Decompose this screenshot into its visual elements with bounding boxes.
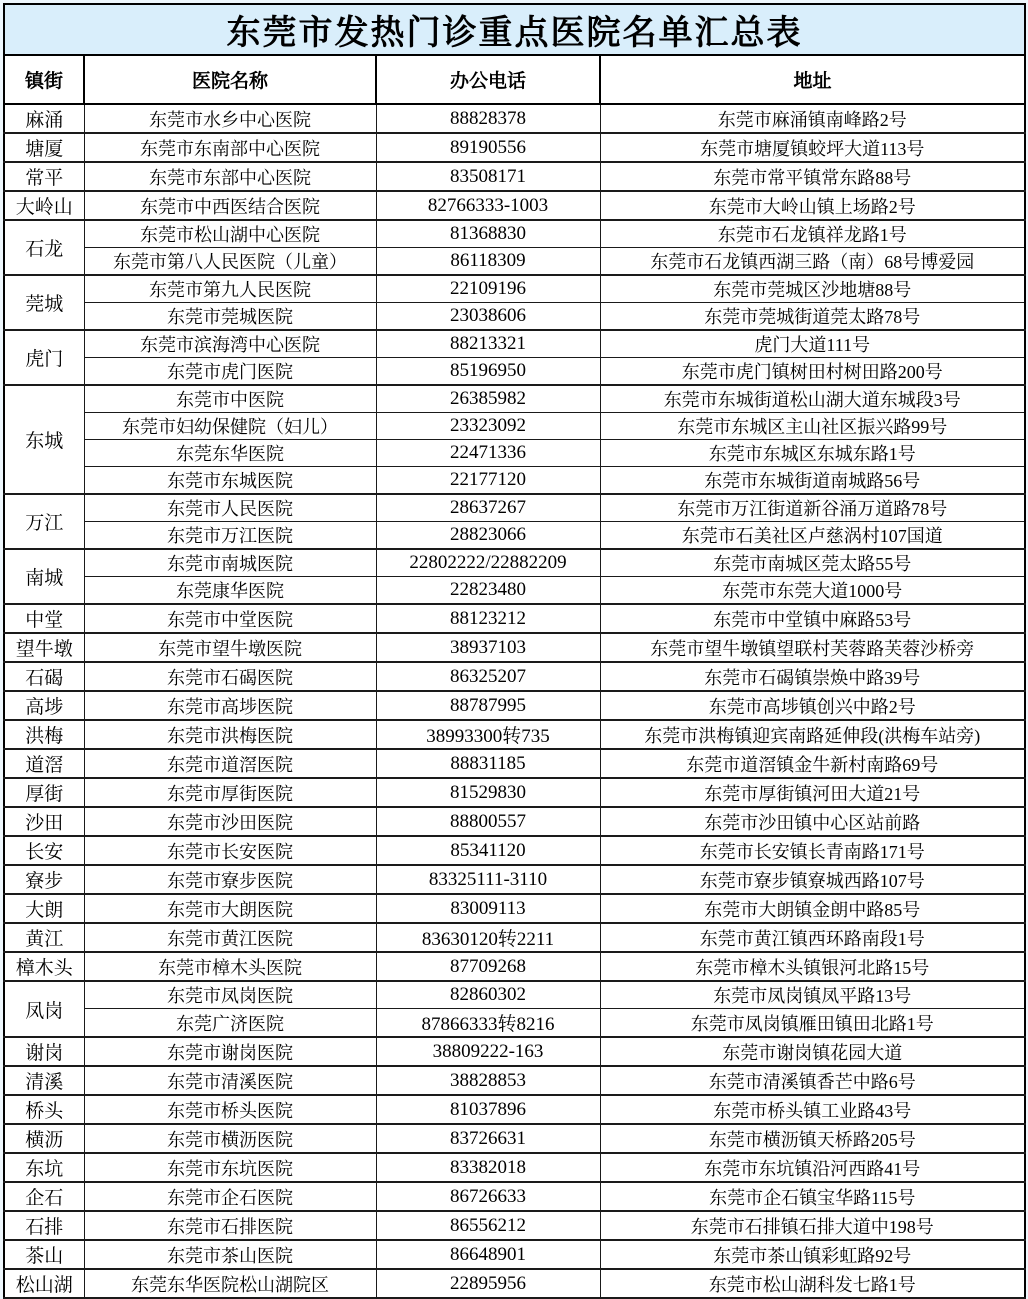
hospital-name-cell: 东莞康华医院 — [84, 577, 376, 605]
hospital-name-cell: 东莞市人民医院 — [84, 494, 376, 522]
table-row — [4, 1037, 1025, 1066]
town-cell: 石碣 — [4, 662, 84, 691]
address-cell: 东莞市塘厦镇蛟坪大道113号 — [600, 133, 1025, 162]
town-cell: 企石 — [4, 1182, 84, 1211]
hospital-name-cell: 东莞市东南部中心医院 — [84, 133, 376, 162]
phone-cell: 22802222/22882209 — [376, 549, 600, 577]
phone-cell: 83009113 — [376, 894, 600, 923]
column-header-phone: 办公电话 — [376, 55, 600, 104]
town-cell: 黄江 — [4, 923, 84, 952]
phone-cell: 22109196 — [376, 275, 600, 303]
hospital-name-cell: 东莞市石排医院 — [84, 1211, 376, 1240]
phone-cell: 83325111-3110 — [376, 865, 600, 894]
hospital-name-cell: 东莞市东城医院 — [84, 467, 376, 495]
table-row — [4, 662, 1025, 691]
address-cell: 东莞市茶山镇彩虹路92号 — [600, 1240, 1025, 1269]
phone-cell: 38828853 — [376, 1066, 600, 1095]
town-cell: 大朗 — [4, 894, 84, 923]
town-cell: 常平 — [4, 162, 84, 191]
address-cell: 东莞市凤岗镇凤平路13号 — [600, 981, 1025, 1009]
address-cell: 东莞市高埗镇创兴中路2号 — [600, 691, 1025, 720]
phone-cell: 87709268 — [376, 952, 600, 981]
phone-cell: 81037896 — [376, 1095, 600, 1124]
hospital-name-cell: 东莞市樟木头医院 — [84, 952, 376, 981]
town-cell: 清溪 — [4, 1066, 84, 1095]
phone-cell: 86325207 — [376, 662, 600, 691]
table-row — [4, 836, 1025, 865]
address-cell: 东莞市石龙镇西湖三路（南）68号博爱园 — [600, 248, 1025, 276]
town-cell: 洪梅 — [4, 720, 84, 749]
phone-cell: 88800557 — [376, 807, 600, 836]
hospital-name-cell: 东莞市松山湖中心医院 — [84, 220, 376, 248]
town-cell: 樟木头 — [4, 952, 84, 981]
address-cell: 东莞市南城区莞太路55号 — [600, 549, 1025, 577]
phone-cell: 88787995 — [376, 691, 600, 720]
hospital-table — [3, 3, 1026, 1299]
table-row — [4, 1182, 1025, 1211]
table-row — [4, 778, 1025, 807]
hospital-name-cell: 东莞市万江医院 — [84, 522, 376, 550]
hospital-name-cell: 东莞市大朗医院 — [84, 894, 376, 923]
phone-cell: 86648901 — [376, 1240, 600, 1269]
address-cell: 虎门大道111号 — [600, 330, 1025, 358]
table-row — [4, 720, 1025, 749]
town-cell: 寮步 — [4, 865, 84, 894]
address-cell: 东莞市石排镇石排大道中198号 — [600, 1211, 1025, 1240]
table-row — [4, 691, 1025, 720]
address-cell: 东莞市石碣镇崇焕中路39号 — [600, 662, 1025, 691]
address-cell: 东莞市东坑镇沿河西路41号 — [600, 1153, 1025, 1182]
hospital-name-cell: 东莞市桥头医院 — [84, 1095, 376, 1124]
phone-cell: 85341120 — [376, 836, 600, 865]
hospital-name-cell: 东莞市莞城医院 — [84, 303, 376, 331]
address-cell: 东莞市企石镇宝华路115号 — [600, 1182, 1025, 1211]
address-cell: 东莞市虎门镇树田村树田路200号 — [600, 358, 1025, 386]
table-row — [4, 385, 1025, 413]
table-row — [4, 894, 1025, 923]
table-row — [4, 303, 1025, 331]
town-cell: 南城 — [4, 549, 84, 604]
table-row — [4, 1211, 1025, 1240]
address-cell: 东莞市东城街道松山湖大道东城段3号 — [600, 385, 1025, 413]
phone-cell: 22177120 — [376, 467, 600, 495]
phone-cell: 38809222-163 — [376, 1037, 600, 1066]
address-cell: 东莞市沙田镇中心区站前路 — [600, 807, 1025, 836]
address-cell: 东莞市松山湖科发七路1号 — [600, 1269, 1025, 1298]
phone-cell: 85196950 — [376, 358, 600, 386]
town-cell: 厚街 — [4, 778, 84, 807]
town-cell: 横沥 — [4, 1124, 84, 1153]
phone-cell: 22823480 — [376, 577, 600, 605]
table-row — [4, 522, 1025, 550]
town-cell: 万江 — [4, 494, 84, 549]
town-cell: 茶山 — [4, 1240, 84, 1269]
address-cell: 东莞市东城区主山社区振兴路99号 — [600, 413, 1025, 440]
table-row — [4, 494, 1025, 522]
town-cell: 大岭山 — [4, 191, 84, 220]
table-row — [4, 1153, 1025, 1182]
hospital-name-cell: 东莞市滨海湾中心医院 — [84, 330, 376, 358]
hospital-name-cell: 东莞市茶山医院 — [84, 1240, 376, 1269]
town-cell: 望牛墩 — [4, 633, 84, 662]
table-row — [4, 1095, 1025, 1124]
hospital-name-cell: 东莞市妇幼保健院（妇儿） — [84, 413, 376, 440]
phone-cell: 87866333转8216 — [376, 1009, 600, 1038]
address-cell: 东莞市寮步镇寮城西路107号 — [600, 865, 1025, 894]
table-row — [4, 633, 1025, 662]
page-title: 东莞市发热门诊重点医院名单汇总表 — [4, 4, 1025, 55]
address-cell: 东莞市东莞大道1000号 — [600, 577, 1025, 605]
table-row — [4, 248, 1025, 276]
address-cell: 东莞市东城街道南城路56号 — [600, 467, 1025, 495]
address-cell: 东莞市常平镇常东路88号 — [600, 162, 1025, 191]
table-row — [4, 549, 1025, 577]
table-row — [4, 865, 1025, 894]
phone-cell: 83508171 — [376, 162, 600, 191]
hospital-name-cell: 东莞东华医院 — [84, 440, 376, 467]
address-cell: 东莞市莞城区沙地塘88号 — [600, 275, 1025, 303]
table-row — [4, 952, 1025, 981]
phone-cell: 23038606 — [376, 303, 600, 331]
phone-cell: 83630120转2211 — [376, 923, 600, 952]
title-row — [4, 4, 1025, 55]
table-row — [4, 1124, 1025, 1153]
phone-cell: 89190556 — [376, 133, 600, 162]
address-cell: 东莞市莞城街道莞太路78号 — [600, 303, 1025, 331]
phone-cell: 82766333-1003 — [376, 191, 600, 220]
hospital-name-cell: 东莞市道滘医院 — [84, 749, 376, 778]
table-row — [4, 467, 1025, 495]
hospital-name-cell: 东莞市高埗医院 — [84, 691, 376, 720]
phone-cell: 88123212 — [376, 604, 600, 633]
address-cell: 东莞市望牛墩镇望联村芙蓉路芙蓉沙桥旁 — [600, 633, 1025, 662]
hospital-name-cell: 东莞市第九人民医院 — [84, 275, 376, 303]
phone-cell: 22895956 — [376, 1269, 600, 1298]
table-row — [4, 220, 1025, 248]
address-cell: 东莞市石龙镇祥龙路1号 — [600, 220, 1025, 248]
hospital-name-cell: 东莞广济医院 — [84, 1009, 376, 1038]
phone-cell: 38937103 — [376, 633, 600, 662]
hospital-name-cell: 东莞市企石医院 — [84, 1182, 376, 1211]
hospital-name-cell: 东莞市望牛墩医院 — [84, 633, 376, 662]
phone-cell: 22471336 — [376, 440, 600, 467]
table-row — [4, 330, 1025, 358]
phone-cell: 88213321 — [376, 330, 600, 358]
table-row — [4, 923, 1025, 952]
table-row — [4, 577, 1025, 605]
town-cell: 东城 — [4, 385, 84, 494]
hospital-name-cell: 东莞市虎门医院 — [84, 358, 376, 386]
hospital-name-cell: 东莞市沙田医院 — [84, 807, 376, 836]
phone-cell: 83382018 — [376, 1153, 600, 1182]
town-cell: 高埗 — [4, 691, 84, 720]
table-row — [4, 358, 1025, 386]
hospital-name-cell: 东莞市洪梅医院 — [84, 720, 376, 749]
hospital-name-cell: 东莞市横沥医院 — [84, 1124, 376, 1153]
phone-cell: 81529830 — [376, 778, 600, 807]
address-cell: 东莞市石美社区卢慈涡村107国道 — [600, 522, 1025, 550]
table-row — [4, 1269, 1025, 1298]
phone-cell: 38993300转735 — [376, 720, 600, 749]
phone-cell: 28823066 — [376, 522, 600, 550]
address-cell: 东莞市长安镇长青南路171号 — [600, 836, 1025, 865]
phone-cell: 86118309 — [376, 248, 600, 276]
hospital-name-cell: 东莞东华医院松山湖院区 — [84, 1269, 376, 1298]
hospital-name-cell: 东莞市中西医结合医院 — [84, 191, 376, 220]
address-cell: 东莞市厚街镇河田大道21号 — [600, 778, 1025, 807]
address-cell: 东莞市中堂镇中麻路53号 — [600, 604, 1025, 633]
table-row — [4, 1066, 1025, 1095]
table-row — [4, 604, 1025, 633]
address-cell: 东莞市道滘镇金牛新村南路69号 — [600, 749, 1025, 778]
column-header-hospital: 医院名称 — [84, 55, 376, 104]
town-cell: 东坑 — [4, 1153, 84, 1182]
hospital-name-cell: 东莞市长安医院 — [84, 836, 376, 865]
hospital-name-cell: 东莞市第八人民医院（儿童） — [84, 248, 376, 276]
phone-cell: 23323092 — [376, 413, 600, 440]
address-cell: 东莞市大朗镇金朗中路85号 — [600, 894, 1025, 923]
table-row — [4, 440, 1025, 467]
column-header-address: 地址 — [600, 55, 1025, 104]
table-row — [4, 275, 1025, 303]
hospital-name-cell: 东莞市厚街医院 — [84, 778, 376, 807]
address-cell: 东莞市横沥镇天桥路205号 — [600, 1124, 1025, 1153]
address-cell: 东莞市洪梅镇迎宾南路延伸段(洪梅车站旁) — [600, 720, 1025, 749]
phone-cell: 86556212 — [376, 1211, 600, 1240]
town-cell: 道滘 — [4, 749, 84, 778]
phone-cell: 81368830 — [376, 220, 600, 248]
hospital-name-cell: 东莞市水乡中心医院 — [84, 104, 376, 133]
town-cell: 莞城 — [4, 275, 84, 330]
table-row — [4, 1240, 1025, 1269]
town-cell: 塘厦 — [4, 133, 84, 162]
address-cell: 东莞市东城区东城东路1号 — [600, 440, 1025, 467]
hospital-name-cell: 东莞市中堂医院 — [84, 604, 376, 633]
hospital-name-cell: 东莞市东坑医院 — [84, 1153, 376, 1182]
phone-cell: 82860302 — [376, 981, 600, 1009]
hospital-name-cell: 东莞市南城医院 — [84, 549, 376, 577]
town-cell: 桥头 — [4, 1095, 84, 1124]
town-cell: 中堂 — [4, 604, 84, 633]
phone-cell: 88831185 — [376, 749, 600, 778]
town-cell: 石排 — [4, 1211, 84, 1240]
table-row — [4, 133, 1025, 162]
hospital-name-cell: 东莞市石碣医院 — [84, 662, 376, 691]
town-cell: 虎门 — [4, 330, 84, 385]
address-cell: 东莞市凤岗镇雁田镇田北路1号 — [600, 1009, 1025, 1038]
address-cell: 东莞市黄江镇西环路南段1号 — [600, 923, 1025, 952]
table-row — [4, 191, 1025, 220]
header-row — [4, 55, 1025, 104]
town-cell: 麻涌 — [4, 104, 84, 133]
town-cell: 凤岗 — [4, 981, 84, 1037]
address-cell: 东莞市樟木头镇银河北路15号 — [600, 952, 1025, 981]
address-cell: 东莞市麻涌镇南峰路2号 — [600, 104, 1025, 133]
hospital-name-cell: 东莞市寮步医院 — [84, 865, 376, 894]
hospital-name-cell: 东莞市黄江医院 — [84, 923, 376, 952]
phone-cell: 28637267 — [376, 494, 600, 522]
town-cell: 沙田 — [4, 807, 84, 836]
hospital-name-cell: 东莞市清溪医院 — [84, 1066, 376, 1095]
address-cell: 东莞市清溪镇香芒中路6号 — [600, 1066, 1025, 1095]
hospital-name-cell: 东莞市凤岗医院 — [84, 981, 376, 1009]
address-cell: 东莞市桥头镇工业路43号 — [600, 1095, 1025, 1124]
hospital-name-cell: 东莞市东部中心医院 — [84, 162, 376, 191]
phone-cell: 86726633 — [376, 1182, 600, 1211]
address-cell: 东莞市大岭山镇上场路2号 — [600, 191, 1025, 220]
town-cell: 石龙 — [4, 220, 84, 275]
town-cell: 松山湖 — [4, 1269, 84, 1298]
table-row — [4, 413, 1025, 440]
hospital-name-cell: 东莞市谢岗医院 — [84, 1037, 376, 1066]
address-cell: 东莞市万江街道新谷涌万道路78号 — [600, 494, 1025, 522]
town-cell: 谢岗 — [4, 1037, 84, 1066]
table-row — [4, 807, 1025, 836]
column-header-town: 镇街 — [4, 55, 84, 104]
hospital-name-cell: 东莞市中医院 — [84, 385, 376, 413]
table-row — [4, 104, 1025, 133]
table-row — [4, 981, 1025, 1009]
phone-cell: 83726631 — [376, 1124, 600, 1153]
address-cell: 东莞市谢岗镇花园大道 — [600, 1037, 1025, 1066]
table-row — [4, 749, 1025, 778]
phone-cell: 88828378 — [376, 104, 600, 133]
table-row — [4, 162, 1025, 191]
town-cell: 长安 — [4, 836, 84, 865]
phone-cell: 26385982 — [376, 385, 600, 413]
table-row — [4, 1009, 1025, 1038]
